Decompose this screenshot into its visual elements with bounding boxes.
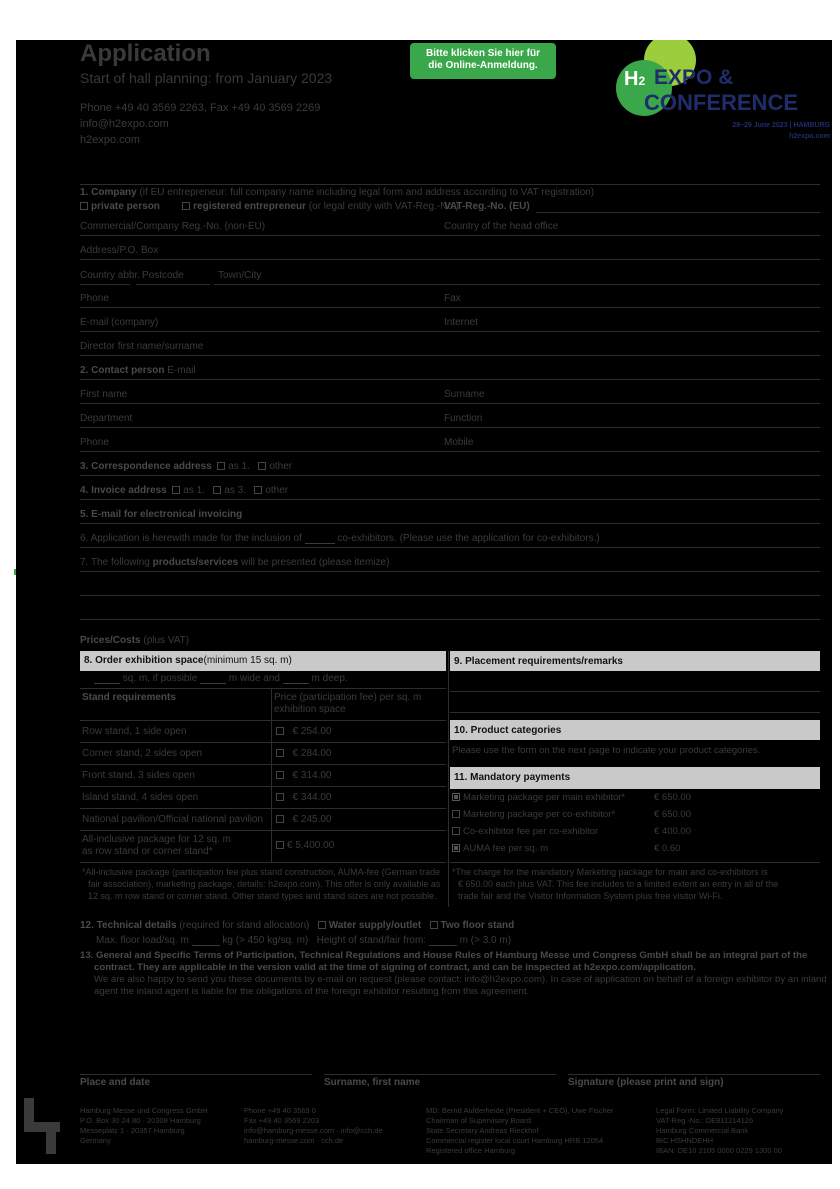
first-name-field[interactable]: First name Surname (80, 380, 820, 404)
correspondence-address-row[interactable]: 3. Correspondence address as 1. other (80, 452, 820, 476)
products-services-row[interactable]: 7. The following products/services will be presented (please itemize) (80, 548, 820, 572)
footer-legal (656, 1106, 784, 1156)
online-button-line1: Bitte klicken Sie hier für (426, 48, 540, 59)
e-invoicing-row[interactable]: 5. E-mail for electronical invoicing (80, 500, 820, 524)
footer-line: P.O. Box 30 24 80 · 20308 Hamburg (80, 1116, 201, 1125)
stand-row-label: Island stand, 4 sides open (82, 792, 199, 803)
stand-requirements-header: Stand requirements (82, 692, 176, 703)
private-person-checkbox[interactable] (80, 202, 88, 210)
page-subtitle: Start of hall planning: from January 2023 (80, 70, 333, 86)
footer-line: Commercial register local court Hamburg HRB 12054 (426, 1136, 604, 1145)
allin-footnote: *All-inclusive package (participation fee plus stand construction, AUMA-fee (German trade fair association), marketing package, details: h2expo.com). This offer is only available as 12 sq. m row stand or corner stand. Other stand types and stand sizes are not possible. (82, 867, 441, 901)
address-field[interactable]: Address/P.O. Box (80, 236, 820, 260)
contact-website: h2expo.com (80, 134, 140, 146)
footer-management (426, 1106, 613, 1156)
email-internet-field[interactable]: E-mail (company) Internet (80, 308, 820, 332)
payment-price: € 650.00 (654, 792, 691, 803)
online-registration-button[interactable] (410, 43, 556, 79)
payment-item[interactable]: Co-exhibitor fee per co-exhibitor (452, 826, 598, 837)
stand-row-label: National pavilion/Official national pavilion (82, 814, 264, 825)
department-field[interactable]: Department Function (80, 404, 820, 428)
stand-row-checkbox[interactable] (276, 749, 284, 757)
stand-row-price[interactable]: € 314.00 (276, 770, 331, 781)
footer-line: Messeplatz 1 · 20357 Hamburg (80, 1126, 185, 1135)
floor-load-row[interactable]: Max. floor load/sq. m kg (> 450 kg/sq. m) Height of stand/fair from: m (> 3.0 m) (96, 935, 512, 946)
section1-type-row: private person registered entrepreneur (or legal entity with VAT-Reg.-No.) (80, 201, 459, 212)
prices-heading: Prices/Costs (plus VAT) (80, 635, 190, 646)
h2expo-logo (614, 40, 832, 150)
vat-label: VAT-Reg.-No. (EU) (444, 201, 530, 212)
stand-row-label: Front stand, 3 sides open (82, 770, 195, 781)
place-date-label[interactable]: Place and date (80, 1077, 151, 1088)
contact-phone-field[interactable]: Phone Mobile (80, 428, 820, 452)
section11-band: 11. Mandatory payments (450, 767, 820, 789)
stand-row-checkbox[interactable] (276, 815, 284, 823)
stand-row-label: Row stand, 1 side open (82, 726, 187, 737)
footer-line: Hamburg Messe und Congress GmbH (80, 1106, 208, 1115)
hamburg-messe-logo-icon (24, 1098, 60, 1154)
stand-row-divider (80, 830, 446, 831)
footer-line: VAT-Reg.-No.: DE811214126 (656, 1116, 754, 1125)
surname-label[interactable]: Surname, first name (324, 1077, 421, 1088)
application-form-page (16, 40, 832, 1164)
section1-heading: 1. Company (if EU entrepreneur: full company name including legal form and address according to VAT registration) (80, 187, 595, 198)
invoice-address-row[interactable]: 4. Invoice address as 1. as 3. other (80, 476, 820, 500)
stand-row-price[interactable]: € 284.00 (276, 748, 331, 759)
contact-phone-fax: Phone +49 40 3569 2263, Fax +49 40 3569 2269 (80, 102, 321, 114)
section10-band: 10. Product categories (450, 720, 820, 740)
stand-row-divider (80, 742, 446, 743)
payment-item[interactable]: Marketing package per main exhibitor* (452, 792, 625, 803)
footer-line: State Secretary Andreas Rieckhof (426, 1126, 539, 1135)
online-button-line2: die Online-Anmeldung. (428, 60, 538, 71)
footer-line: IBAN: DE10 2105 0000 0229 1300 00 (656, 1146, 782, 1155)
town-field[interactable]: Country abbr. Postcode Town/City (80, 270, 262, 281)
stand-row-checkbox[interactable] (276, 771, 284, 779)
logo-url: h2expo.com (789, 133, 830, 140)
stand-row-divider (80, 786, 446, 787)
stand-row-divider (80, 808, 446, 809)
payment-item[interactable]: AUMA fee per sq. m (452, 843, 548, 854)
footer-contact (244, 1106, 383, 1146)
payment-price: € 400.00 (654, 826, 691, 837)
footer-line: Legal Form: Limited Liability Company (656, 1106, 784, 1115)
stand-row-divider (80, 764, 446, 765)
registered-entrepreneur-checkbox[interactable] (182, 202, 190, 210)
page-title: Application (80, 40, 211, 67)
contact-person-email-field[interactable]: 2. Contact person E-mail (80, 356, 820, 380)
footer-line: BIC HSHNDEHH (656, 1136, 714, 1145)
logo-conference: CONFERENCE (644, 90, 799, 115)
director-field[interactable]: Director first name/surname (80, 332, 820, 356)
payment-checkbox[interactable] (452, 793, 460, 801)
contact-email: info@h2expo.com (80, 118, 169, 130)
payment-item[interactable]: Marketing package per co-exhibitor* (452, 809, 615, 820)
footer-line: hamburg-messe.com · cch.de (244, 1136, 344, 1145)
logo-expo: EXPO & (654, 66, 734, 89)
stand-row-checkbox[interactable] (276, 727, 284, 735)
footer-company (80, 1106, 208, 1146)
technical-details-row[interactable]: 12. Technical details (required for stand allocation) Water supply/outlet Two floor stand (80, 920, 515, 931)
payment-checkbox[interactable] (452, 844, 460, 852)
signature-label[interactable]: Signature (please print and sign) (568, 1077, 724, 1088)
stand-row-price[interactable]: € 254.00 (276, 726, 331, 737)
section9-band: 9. Placement requirements/remarks (450, 651, 820, 671)
footer-line: Hamburg Commercial Bank (656, 1126, 749, 1135)
allin-label: All-inclusive package for 12 sq. m as row stand or corner stand* (82, 834, 231, 857)
product-categories-text: Please use the form on the next page to indicate your product categories. (452, 745, 761, 756)
footer-line: Registered office Hamburg (426, 1146, 516, 1155)
commercial-reg-field[interactable]: Commercial/Company Reg.-No. (non-EU) Country of the head office (80, 212, 820, 236)
footer-line: Fax +49 40 3569 2203 (244, 1116, 320, 1125)
section8-band: 8. Order exhibition space(minimum 15 sq. m) (80, 651, 446, 671)
stand-row-price[interactable]: € 344.00 (276, 792, 331, 803)
stand-row-checkbox[interactable] (276, 793, 284, 801)
products-line-3[interactable] (80, 596, 820, 620)
logo-date: 28–29 June 2023 | HAMBURG (732, 122, 830, 129)
payment-note: *The charge for the mandatory Marketing package for main and co-exhibitors is € 650.00 each plus VAT. This fee includes to a limited extent an entry in all of the trade fair and the Visitor Information System plus free visitor Wi-Fi. (452, 867, 779, 901)
stand-row-label: Corner stand, 2 sides open (82, 748, 203, 759)
allin-price[interactable]: € 5,400.00 (276, 840, 334, 851)
phone-fax-field[interactable]: Phone Fax (80, 284, 820, 308)
footer-line: Chairman of Supervisory Board: (426, 1116, 533, 1125)
footer-line: Germany (80, 1136, 111, 1145)
footer-line: Phone +49 40 3569 0 (244, 1106, 316, 1115)
payment-checkbox[interactable] (452, 810, 460, 818)
stand-row-price[interactable]: € 245.00 (276, 814, 331, 825)
footer-line: info@hamburg-messe.com · info@cch.de (244, 1126, 383, 1135)
payment-price: € 650.00 (654, 809, 691, 820)
products-line-2[interactable] (80, 572, 820, 596)
terms-block: 13. General and Specific Terms of Participation, Technical Regulations and House Rules of Hamburg Messe und Congress GmbH shall be an integral part of the contract. They are applicable in the version valid at the time of signing of contract, and can be inspected at h2expo.com/application. We are also happy to send you these documents by e-mail on request (please contact: info@h2expo.com). In case of application on behalf of a foreign exhibitor by an inland agent the inland agent is liable for the obligations of the foreign exhibitor resulting from this agreement. (80, 950, 827, 997)
payment-price: € 0.60 (654, 843, 681, 854)
logo-h2: H2 (624, 68, 646, 90)
payment-checkbox[interactable] (452, 827, 460, 835)
price-header: Price (participation fee) per sq. m exhibition space (274, 692, 422, 715)
co-exhibitors-row[interactable]: 6. Application is herewith made for the inclusion of co-exhibitors. (Please use the application for co-exhibitors.) (80, 524, 820, 548)
space-size-row[interactable]: sq. m, if possible m wide and m deep. (94, 673, 348, 684)
footer-line: MD: Bernd Aufderheide (President + CEO), Uwe Fischer (426, 1106, 614, 1115)
